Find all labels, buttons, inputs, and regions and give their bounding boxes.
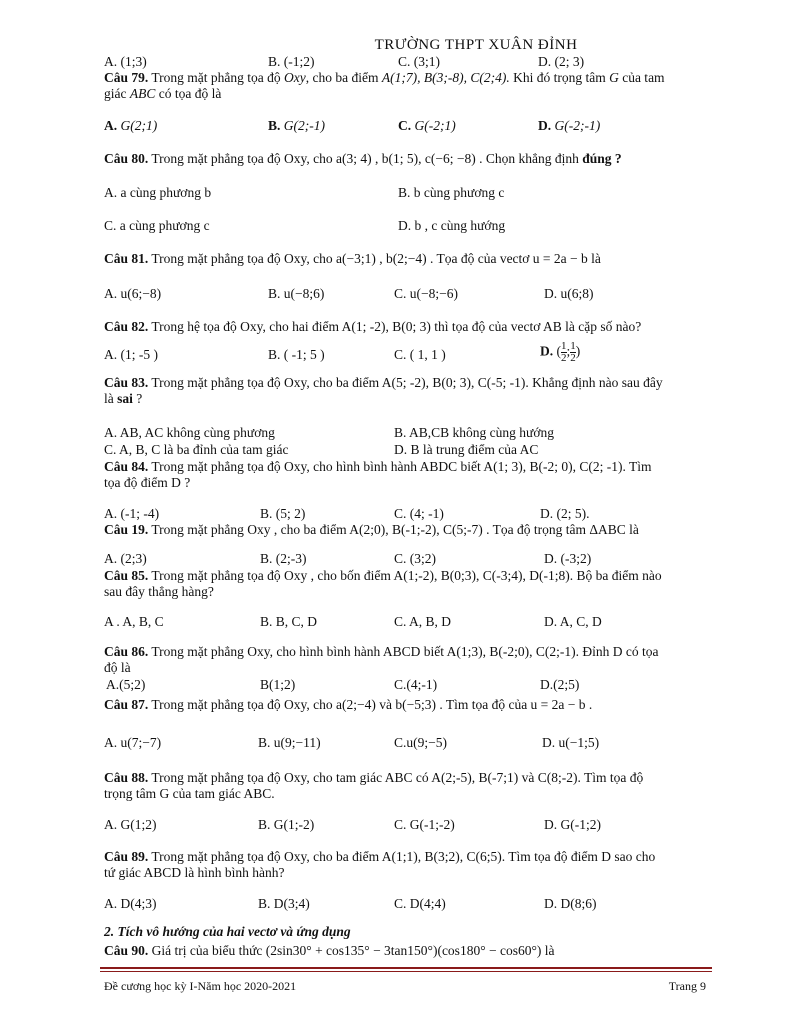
footer-course-title: Đề cương học kỳ I-Năm học 2020-2021 (104, 979, 297, 993)
q87-options (104, 735, 704, 752)
q86-option-d: D.(2;5) (540, 677, 580, 692)
q88-option-d: D. G(-1;2) (544, 817, 601, 832)
q80-option-a: A. a cùng phương b (104, 185, 212, 200)
q79-line2-end: có tọa độ là (155, 86, 222, 101)
q19-option-a: A. (2;3) (104, 551, 147, 566)
q82-text: Trong hệ tọa độ Oxy, cho hai điểm A(1; -2), B(0; 3) thì tọa độ của vectơ AB là cặp số nào? (148, 319, 642, 334)
q89-option-c: C. D(4;4) (394, 896, 446, 911)
q83-line2-end: ? (132, 391, 143, 406)
footer-divider-thin (100, 971, 712, 972)
q82-label: Câu 82. (104, 319, 149, 334)
q86-option-b: B(1;2) (260, 677, 296, 692)
q89-option-a: A. D(4;3) (104, 896, 157, 911)
q82-option-c: C. ( 1, 1 ) (394, 347, 446, 362)
q84-option-c: C. (4; -1) (394, 506, 444, 521)
q80-stem (104, 151, 704, 167)
q87-option-a: A. u(7;−7) (104, 735, 162, 750)
q88-options (104, 817, 704, 834)
q19-option-d: D. (-3;2) (544, 551, 592, 566)
q81-text: Trong mặt phẳng tọa độ Oxy, cho a(−3;1) , b(2;−4) . Tọa độ của vectơ u = 2a − b là (148, 251, 601, 266)
q83-option-b: B. AB,CB không cùng hướng (394, 425, 554, 440)
q89-line2: tứ giác ABCD là hình bình hành? (104, 865, 285, 880)
q80-option-b: B. b cùng phương c (398, 185, 505, 200)
q86-options (104, 677, 704, 694)
q84-option-a: A. (-1; -4) (104, 506, 160, 521)
q79-option-c: C. G(-2;1) (398, 118, 456, 133)
q19-stem (104, 522, 704, 538)
q79-line2: giác (104, 86, 130, 101)
q19-text: Trong mặt phẳng Oxy , cho ba điểm A(2;0), B(-1;-2), C(5;-7) . Tọa độ trọng tâm ΔABC là (148, 522, 639, 537)
q86-option-c: C.(4;-1) (394, 677, 438, 692)
q81-options (104, 286, 704, 303)
q79-text-4: của tam (618, 70, 665, 85)
q84-text: Trong mặt phẳng tọa độ Oxy, cho hình bình hành ABDC biết A(1; 3), B(-2; 0), C(2; -1). Tìm (148, 459, 652, 474)
q19-option-c: C. (3;2) (394, 551, 436, 566)
q87-label: Câu 87. (104, 697, 149, 712)
q19-label: Câu 19. (104, 522, 149, 537)
q81-option-b: B. u(−8;6) (268, 286, 325, 301)
q82-options (104, 340, 704, 364)
q85-line2: sau đây thẳng hàng? (104, 584, 214, 599)
q83-stem (104, 375, 704, 407)
q81-option-a: A. u(6;−8) (104, 286, 162, 301)
q84-options (104, 506, 704, 523)
q90-label: Câu 90. (104, 943, 149, 958)
q82-fraction-1: $\frac{1}{2}$ (561, 340, 567, 364)
q83-option-c: C. A, B, C là ba đỉnh của tam giác (104, 442, 289, 457)
q80-label: Câu 80. (104, 151, 149, 166)
q83-line2: là (104, 391, 118, 406)
q79-text-oxy: Oxy (284, 70, 306, 85)
q87-option-d: D. u(−1;5) (542, 735, 600, 750)
q88-option-a: A. G(1;2) (104, 817, 157, 832)
q86-line2: độ là (104, 660, 131, 675)
q79-option-b: B. G(2;-1) (268, 118, 325, 133)
q80-options-row2 (104, 218, 704, 235)
q89-label: Câu 89. (104, 849, 149, 864)
q86-label: Câu 86. (104, 644, 149, 659)
q88-label: Câu 88. (104, 770, 149, 785)
q81-option-d: D. u(6;8) (544, 286, 594, 301)
q86-text: Trong mặt phẳng Oxy, cho hình bình hành ABCD biết A(1;3), B(-2;0), C(2;-1). Đỉnh D có tọa (148, 644, 659, 659)
q79-text: Trong mặt phẳng tọa độ (148, 70, 285, 85)
q83-text: Trong mặt phẳng tọa độ Oxy, cho ba điểm A(5; -2), B(0; 3), C(-5; -1). Khẳng định nào sau đây (148, 375, 663, 390)
q83-option-a: A. AB, AC không cùng phương (104, 425, 275, 440)
q84-label: Câu 84. (104, 459, 149, 474)
q85-option-c: C. A, B, D (394, 614, 452, 629)
q80-emphasis: đúng ? (582, 151, 622, 166)
q87-text: Trong mặt phẳng tọa độ Oxy, cho a(2;−4) và b(−5;3) . Tìm tọa độ của u = 2a − b . (148, 697, 593, 712)
q84-option-d: D. (2; 5). (540, 506, 590, 521)
q83-option-d: D. B là trung điểm của AC (394, 442, 539, 457)
q90-stem (104, 943, 704, 959)
q89-option-b: B. D(3;4) (258, 896, 310, 911)
q89-text: Trong mặt phẳng tọa độ Oxy, cho ba điểm A(1;1), B(3;2), C(6;5). Tìm tọa độ điểm D sao cho (148, 849, 656, 864)
q83-options-row2 (104, 442, 704, 459)
q89-stem (104, 849, 704, 881)
q79-text-3: Khi đó trọng tâm (509, 70, 610, 85)
q78-option-c: C. (3;1) (398, 54, 440, 69)
q88-text: Trong mặt phẳng tọa độ Oxy, cho tam giác ABC có A(2;-5), B(-7;1) và C(8;-2). Tìm tọa độ (148, 770, 644, 785)
q78-option-b: B. (-1;2) (268, 54, 315, 69)
q78-options (104, 54, 704, 71)
q82-stem (104, 319, 704, 335)
q86-option-a: A.(5;2) (106, 677, 146, 692)
footer-divider (100, 967, 712, 969)
q89-options (104, 896, 704, 913)
q88-line2: trọng tâm G của tam giác ABC. (104, 786, 275, 801)
q79-label: Câu 79. (104, 70, 149, 85)
q79-g: G (609, 70, 619, 85)
school-header: TRƯỜNG THPT XUÂN ĐỈNH (374, 37, 578, 53)
q85-stem (104, 568, 704, 600)
q79-option-a: A. G(2;1) (104, 118, 158, 133)
q85-options (104, 614, 704, 631)
q79-abc: ABC (129, 86, 156, 101)
q80-text: Trong mặt phẳng tọa độ Oxy, cho a(3; 4) , b(1; 5), c(−6; −8) . Chọn khẳng định (148, 151, 583, 166)
q81-label: Câu 81. (104, 251, 149, 266)
q83-emphasis: sai (117, 391, 133, 406)
q81-stem (104, 251, 704, 267)
section-heading: 2. Tích vô hướng của hai vectơ và ứng dụng (104, 924, 351, 939)
q90-text: Giá trị của biểu thức (2sin30° + cos135° − 3tan150°)(cos180° − cos60°) là (148, 943, 555, 958)
q83-label: Câu 83. (104, 375, 149, 390)
q87-stem (104, 697, 704, 713)
q78-option-d: D. (2; 3) (538, 54, 585, 69)
q85-option-d: D. A, C, D (544, 614, 602, 629)
q85-text: Trong mặt phẳng tọa độ Oxy , cho bốn điểm A(1;-2), B(0;3), C(-3;4), D(-1;8). Bộ ba điểm nào (148, 568, 662, 583)
q87-option-b: B. u(9;−11) (258, 735, 321, 750)
q84-option-b: B. (5; 2) (260, 506, 306, 521)
q79-option-d: D. G(-2;-1) (538, 118, 601, 133)
q84-stem (104, 459, 704, 491)
q84-line2: tọa độ điểm D ? (104, 475, 191, 490)
q81-option-c: C. u(−8;−6) (394, 286, 458, 301)
q88-stem (104, 770, 704, 802)
q89-option-d: D. D(8;6) (544, 896, 597, 911)
q80-option-d: D. b , c cùng hướng (398, 218, 506, 233)
q85-label: Câu 85. (104, 568, 149, 583)
q78-option-a: A. (1;3) (104, 54, 147, 69)
q82-option-d: D. ( $\frac{1}{2}$ ; $\frac{1}{2}$ ) (540, 340, 581, 364)
q83-options-row1 (104, 425, 704, 442)
q85-option-b: B. B, C, D (260, 614, 318, 629)
q79-options (104, 118, 704, 135)
q87-option-c: C.u(9;−5) (394, 735, 447, 750)
q85-option-a: A . A, B, C (104, 614, 164, 629)
q79-points: A(1;7), B(3;-8), C(2;4). (381, 70, 510, 85)
q80-options-row1 (104, 185, 704, 202)
q86-stem (104, 644, 704, 676)
q79-text-2: , cho ba điểm (305, 70, 382, 85)
q79-stem (104, 70, 704, 102)
q82-option-b: B. ( -1; 5 ) (268, 347, 325, 362)
q80-option-c: C. a cùng phương c (104, 218, 210, 233)
q88-option-b: B. G(1;-2) (258, 817, 315, 832)
q82-fraction-2: $\frac{1}{2}$ (570, 340, 576, 364)
q19-option-b: B. (2;-3) (260, 551, 307, 566)
q88-option-c: C. G(-1;-2) (394, 817, 455, 832)
q19-options (104, 551, 704, 568)
footer-page-number: Trang 9 (668, 979, 706, 993)
q82-option-a: A. (1; -5 ) (104, 347, 158, 362)
